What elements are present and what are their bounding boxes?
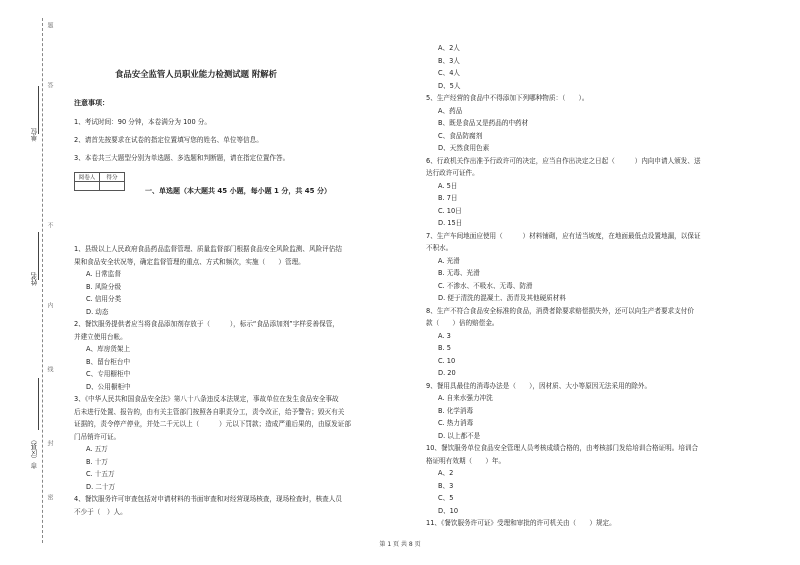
question-stem: 不积水。 xyxy=(426,244,453,252)
answer-option: A. 自来水强力冲洗 xyxy=(438,394,493,402)
question xyxy=(426,442,776,517)
answer-option: D. 以上都不是 xyxy=(438,431,481,440)
answer-option: A、2人 xyxy=(438,44,460,52)
answer-option: B、3人 xyxy=(438,56,460,65)
answer-option: D、天然食用色素 xyxy=(438,144,490,152)
question-stem: 格证明有效期（ ）年。 xyxy=(426,456,506,465)
question-stem: 9、餐用具最佳的消毒办法是（ ），因材质、大小等原因无法采用的除外。 xyxy=(426,381,652,390)
answer-option: A、药品 xyxy=(438,106,463,115)
answer-option: B、留台柜台中 xyxy=(86,357,131,366)
score-table-cell[interactable] xyxy=(100,182,125,191)
answer-option: B. 十万 xyxy=(86,457,108,466)
question-stem: 果和食品安全状况等，确定监督管理的重点、方式和频次，实施（ ）管理。 xyxy=(74,257,305,266)
binding-margin xyxy=(0,0,60,565)
question-stem: 证据的，责令停产停业，并处二千元以上（ ）元以下罚款；造成严重后果的，由原发证部 xyxy=(74,420,351,428)
name-label: 姓名 xyxy=(31,272,39,286)
school-underline xyxy=(38,86,39,134)
question xyxy=(74,393,414,493)
answer-option: A. 5日 xyxy=(438,181,458,190)
answer-option: C、专用橱柜中 xyxy=(86,370,131,378)
answer-option: B、既是食品又是药品的中药材 xyxy=(438,119,529,127)
left-column xyxy=(74,243,414,518)
answer-option: B. 无毒、光滑 xyxy=(438,269,480,277)
answer-option: D、5人 xyxy=(438,81,461,90)
page-footer: 第 1 页 共 8 页 xyxy=(379,541,421,548)
question xyxy=(426,517,776,530)
question xyxy=(426,155,776,230)
answer-option: C、4人 xyxy=(438,69,460,77)
notice-item: 1、考试时间：90 分钟，本卷满分为 100 分。 xyxy=(74,118,211,126)
question-stem: 7、生产车间地面应使用（ ）材料铺砌，应有适当坡度，在地面最低点设置地漏，以保证 xyxy=(426,231,701,240)
answer-option: C、食品防腐剂 xyxy=(438,131,483,140)
question-stem: 不少于（ ）人。 xyxy=(74,507,127,516)
school-label: 单位 xyxy=(31,128,39,142)
answer-option: C. 十五万 xyxy=(86,470,115,478)
score-table-grader: 阅卷人 xyxy=(75,173,100,182)
binding-dashed-line xyxy=(42,18,43,543)
answer-option: D. 20 xyxy=(438,369,456,377)
score-table-score: 得分 xyxy=(100,173,125,182)
cut-mark: 密 xyxy=(46,494,53,500)
question-stem: 后未进行处置、报告的，由有关主管部门按照各自职责分工，责令改正，给予警告；毁灭有关 xyxy=(74,407,345,416)
district-label: 市（区县） xyxy=(31,436,39,469)
answer-option: B. 化学消毒 xyxy=(438,406,474,415)
question-stem: 并建立使用台帐。 xyxy=(74,332,127,341)
answer-option: A. 日常监督 xyxy=(86,270,121,278)
cut-mark: 线 xyxy=(46,366,53,372)
question xyxy=(74,243,414,318)
district-underline xyxy=(38,378,39,430)
answer-option: C. 10日 xyxy=(438,206,462,215)
answer-option: B、3 xyxy=(438,481,454,490)
page-title: 食品安全监管人员职业能力检测试题 附解析 xyxy=(115,69,278,79)
question xyxy=(426,305,776,380)
question-stem: 10、餐饮服务单位食品安全管理人员考核成绩合格的，由考核部门发给培训合格证明。培训合 xyxy=(426,444,699,452)
question-stem: 达行政许可证件。 xyxy=(426,169,479,177)
question xyxy=(74,493,414,518)
question xyxy=(426,92,776,155)
answer-option: C、5 xyxy=(438,494,454,502)
question-stem: 款（ ）倍的赔偿金。 xyxy=(426,319,499,327)
cut-mark: 封 xyxy=(46,440,53,446)
cut-mark: 内 xyxy=(46,302,53,308)
question-stem: 1、县级以上人民政府食品药品监督管理、质量监督部门根据食品安全风险监测、风险评估结 xyxy=(74,245,342,253)
question-stem: 门吊销许可证。 xyxy=(74,432,121,441)
cut-mark: 答 xyxy=(46,82,53,88)
notice-item: 2、请首先按要求在试卷的指定位置填写您的姓名、单位等信息。 xyxy=(74,136,263,144)
answer-option: C. 热力消毒 xyxy=(438,419,474,427)
answer-option: D. 动态 xyxy=(86,307,109,316)
question xyxy=(426,230,776,305)
score-table xyxy=(74,172,125,191)
answer-option: D、公用橱柜中 xyxy=(86,382,131,391)
answer-option: D. 便于清洗的混凝土、沥青及其他硬质材料 xyxy=(438,294,566,302)
answer-option: A. 光滑 xyxy=(438,256,460,265)
cut-mark: 题 xyxy=(46,22,53,28)
question-stem: 3、《中华人民共和国食品安全法》第八十八条违反本法规定，事故单位在发生食品安全事故 xyxy=(74,395,339,403)
answer-option: A. 3 xyxy=(438,331,451,340)
question-stem: 11、《餐饮服务许可证》受理和审批的许可机关由（ ）规定。 xyxy=(426,519,616,527)
score-table-cell[interactable] xyxy=(75,182,100,191)
question-stem: 6、行政机关作出准予行政许可的决定，应当自作出决定之日起（ ）内向申请人颁发、送 xyxy=(426,156,701,165)
cut-mark: 不 xyxy=(46,222,53,228)
question xyxy=(74,318,414,393)
answer-option: B. 风险分级 xyxy=(86,282,122,291)
answer-option: C. 10 xyxy=(438,356,456,365)
question-stem: 2、餐饮服务提供者应当将食品添加剂存放于（ ），标示“食品添加剂”字样妥善保管， xyxy=(74,320,339,328)
answer-option: B. 7日 xyxy=(438,194,458,202)
answer-option: D. 15日 xyxy=(438,219,463,227)
section-heading: 一、单选题（本大题共 45 小题，每小题 1 分，共 45 分） xyxy=(145,187,331,195)
question-stem: 8、生产不符合食品安全标准的食品，消费者除要求赔偿损失外，还可以向生产者要求支付价 xyxy=(426,306,694,315)
answer-option: A、2 xyxy=(438,469,454,477)
answer-option: C. 不渗水、不吸水、无毒、防滑 xyxy=(438,281,533,290)
question-stem: 4、餐饮服务许可审查包括对申请材料的书面审查和对经营现场核查，现场检查时，核查人员 xyxy=(74,495,342,503)
notice-heading: 注意事项： xyxy=(74,99,109,107)
notice-item: 3、本卷共三大题型分别为单选题、多选题和判断题，请在指定位置作答。 xyxy=(74,154,290,162)
answer-option: A. 五万 xyxy=(86,445,108,453)
right-column xyxy=(426,42,776,530)
answer-option: A、库房货架上 xyxy=(86,345,131,353)
answer-option: D、10 xyxy=(438,506,459,515)
question xyxy=(426,380,776,443)
answer-option: B. 5 xyxy=(438,344,451,352)
question-stem: 5、生产经营的食品中不得添加下列哪种物质：（ ）。 xyxy=(426,94,589,102)
answer-option: C. 信用分类 xyxy=(86,295,122,303)
answer-option: D. 二十万 xyxy=(86,482,116,491)
